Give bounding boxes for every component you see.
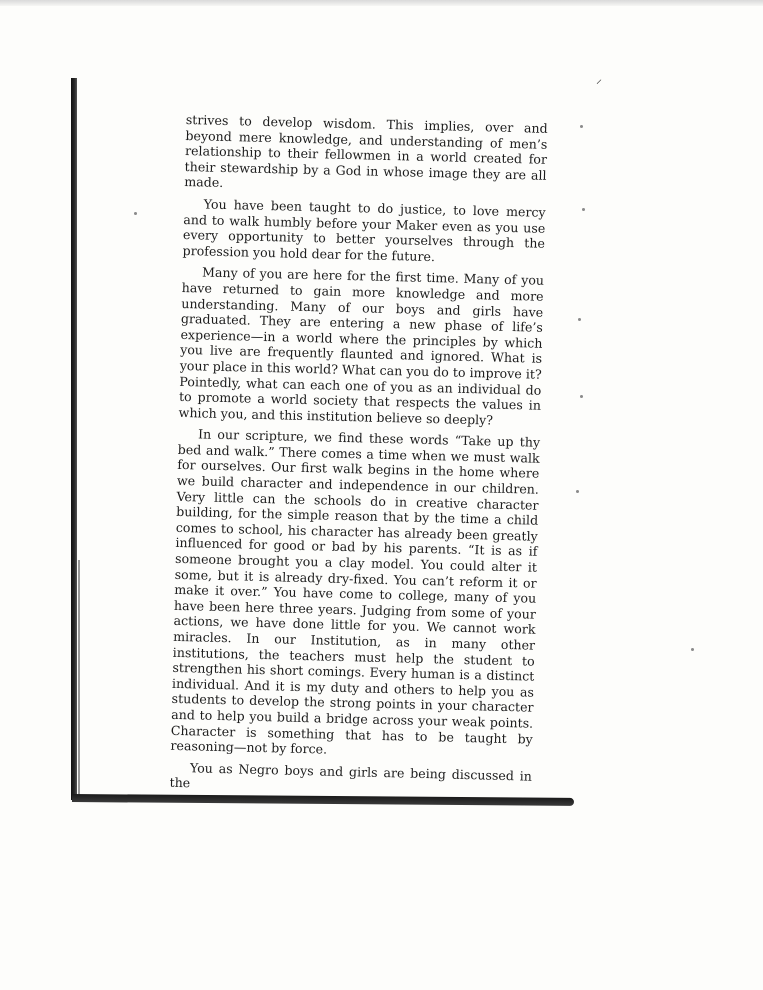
paragraph-continued: strives to develop wisdom. This implies, over and beyond mere knowledge, and understanding of men’s relationship to their fellowmen in a world created for their stewardship by a God in whose image they are all made. bbox=[184, 112, 548, 191]
scan-speck bbox=[134, 212, 137, 215]
scan-top-shadow bbox=[0, 0, 763, 6]
paragraph-negro-boys-girls: You as Negro boys and girls are being discussed in the bbox=[169, 760, 533, 791]
paragraph-scripture: In our scripture, we find these words “Take up thy bed and walk.” There comes a time when we must walk for ourselves. Our first walk begins in the home where we build character and independence in our children. Very little can the schools do in creative character building, for the simple reason that by the time a child comes to school, his character has already been greatly influenced for good or bad by his parents. “It is as if someone brought you a clay model. You could alter it some, but it is already dry-fixed. You can’t reform it or make it over.” You have come to college, many of you have been here three years. Judging from some of your actions, we have done little for you. We cannot work miracles. In our Institution, as in many other institutions, the teachers must help the student to strengthen his short comings. Every human is a distinct individual. And it is my duty and others to help you as students to develop the strong points in your character and to help you build a bridge across your weak points. Character is something that has to be taught by reasoning—not by force. bbox=[170, 426, 541, 757]
scan-speck bbox=[576, 490, 579, 493]
paragraph-first-time: Many of you are here for the first time. Many of you have returned to gain more knowledge and more understanding. Many of our boys and girls have graduated. They are entering a new phase of life’s experience—in a world where the principles by which you live are frequently flaunted and ignored. What is your place in this world? What can you do to improve it? Pointedly, what can each one of you as an individual do to promote a world society that respects the values in which you, and this institution believe so deeply? bbox=[178, 264, 545, 428]
corner-mark-icon: ⸝ bbox=[596, 72, 603, 86]
scan-speck bbox=[582, 208, 585, 211]
paragraph-justice: You have been taught to do justice, to love mercy and to walk humbly before your Maker even as you use every opportunity to better yourselves through the profession you hold dear for the future. bbox=[182, 196, 546, 264]
page-left-edge-shadow bbox=[71, 78, 77, 800]
document-body bbox=[169, 112, 548, 806]
scan-speck bbox=[578, 318, 581, 321]
page-left-edge-highlight bbox=[78, 560, 80, 800]
scan-speck bbox=[580, 125, 583, 128]
scan-speck bbox=[691, 648, 694, 651]
scan-speck bbox=[580, 395, 583, 398]
